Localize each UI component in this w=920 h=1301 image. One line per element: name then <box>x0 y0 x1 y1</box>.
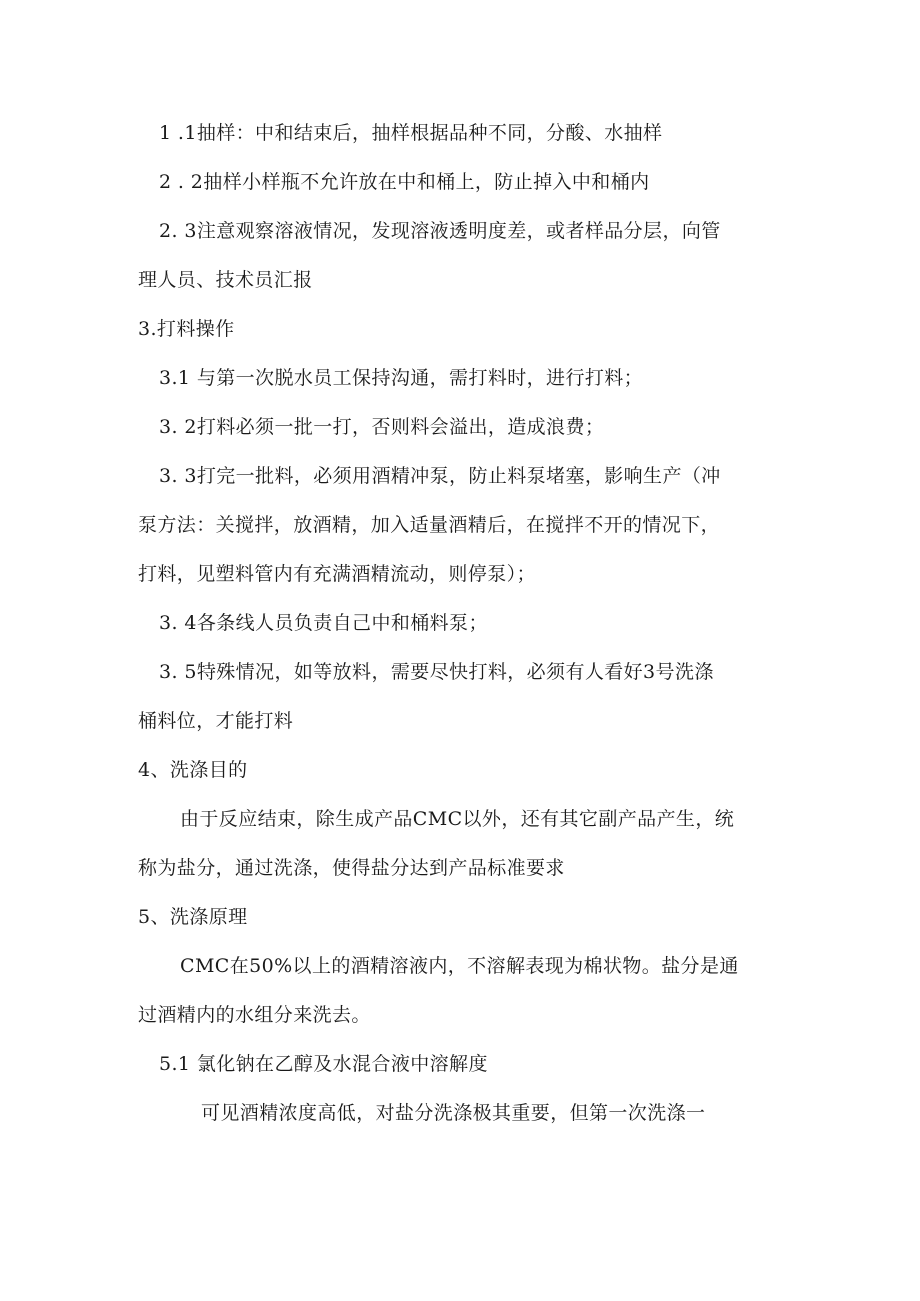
paragraph-5-line-1: CMC在50%以上的酒精溶液内，不溶解表现为棉状物。盐分是通 <box>180 955 739 977</box>
paragraph-4-line-2: 称为盐分，通过洗涤，使得盐分达到产品标准要求 <box>138 857 565 879</box>
text-line-3-3-cont-2: 打料，见塑料管内有充满酒精流动，则停泵）； <box>138 563 536 585</box>
text-line-3-4: 3. 4各条线人员负责自己中和桶料泵； <box>159 612 488 634</box>
text-line-2-2: 2 . 2抽样小样瓶不允许放在中和桶上，防止掉入中和桶内 <box>159 171 650 193</box>
section-heading-3: 3.打料操作 <box>138 318 235 340</box>
text-line-3-5: 3. 5特殊情况，如等放料，需要尽快打料，必须有人看好3号洗涤 <box>159 661 714 683</box>
text-line-3-3: 3. 3打完一批料，必须用酒精冲泵，防止料泵堵塞，影响生产（冲 <box>159 465 721 487</box>
text-line-2-3-cont: 理人员、技术员汇报 <box>138 269 313 291</box>
section-heading-5: 5、洗涤原理 <box>138 906 248 928</box>
text-line-1-1: 1 .1抽样：中和结束后，抽样根据品种不同，分酸、水抽样 <box>159 122 663 144</box>
text-line-3-5-cont: 桶料位，才能打料 <box>138 710 294 732</box>
text-line-2-3: 2. 3注意观察溶液情况，发现溶液透明度差，或者样品分层，向管 <box>159 220 721 242</box>
paragraph-4-line-1: 由于反应结束，除生成产品CMC以外，还有其它副产品产生，统 <box>180 808 735 830</box>
text-line-3-1: 3.1 与第一次脱水员工保持沟通，需打料时，进行打料； <box>159 367 644 389</box>
text-line-3-2: 3. 2打料必须一批一打，否则料会溢出，造成浪费； <box>159 416 605 438</box>
paragraph-5-line-2: 过酒精内的水组分来洗去。 <box>138 1004 371 1026</box>
paragraph-5-1-line-1: 可见酒精浓度高低，对盐分洗涤极其重要，但第一次洗涤一 <box>201 1102 706 1124</box>
text-line-5-1: 5.1 氯化钠在乙醇及水混合液中溶解度 <box>159 1053 488 1075</box>
section-heading-4: 4、洗涤目的 <box>138 759 248 781</box>
text-line-3-3-cont-1: 泵方法：关搅拌，放酒精，加入适量酒精后，在搅拌不开的情况下， <box>138 514 721 536</box>
